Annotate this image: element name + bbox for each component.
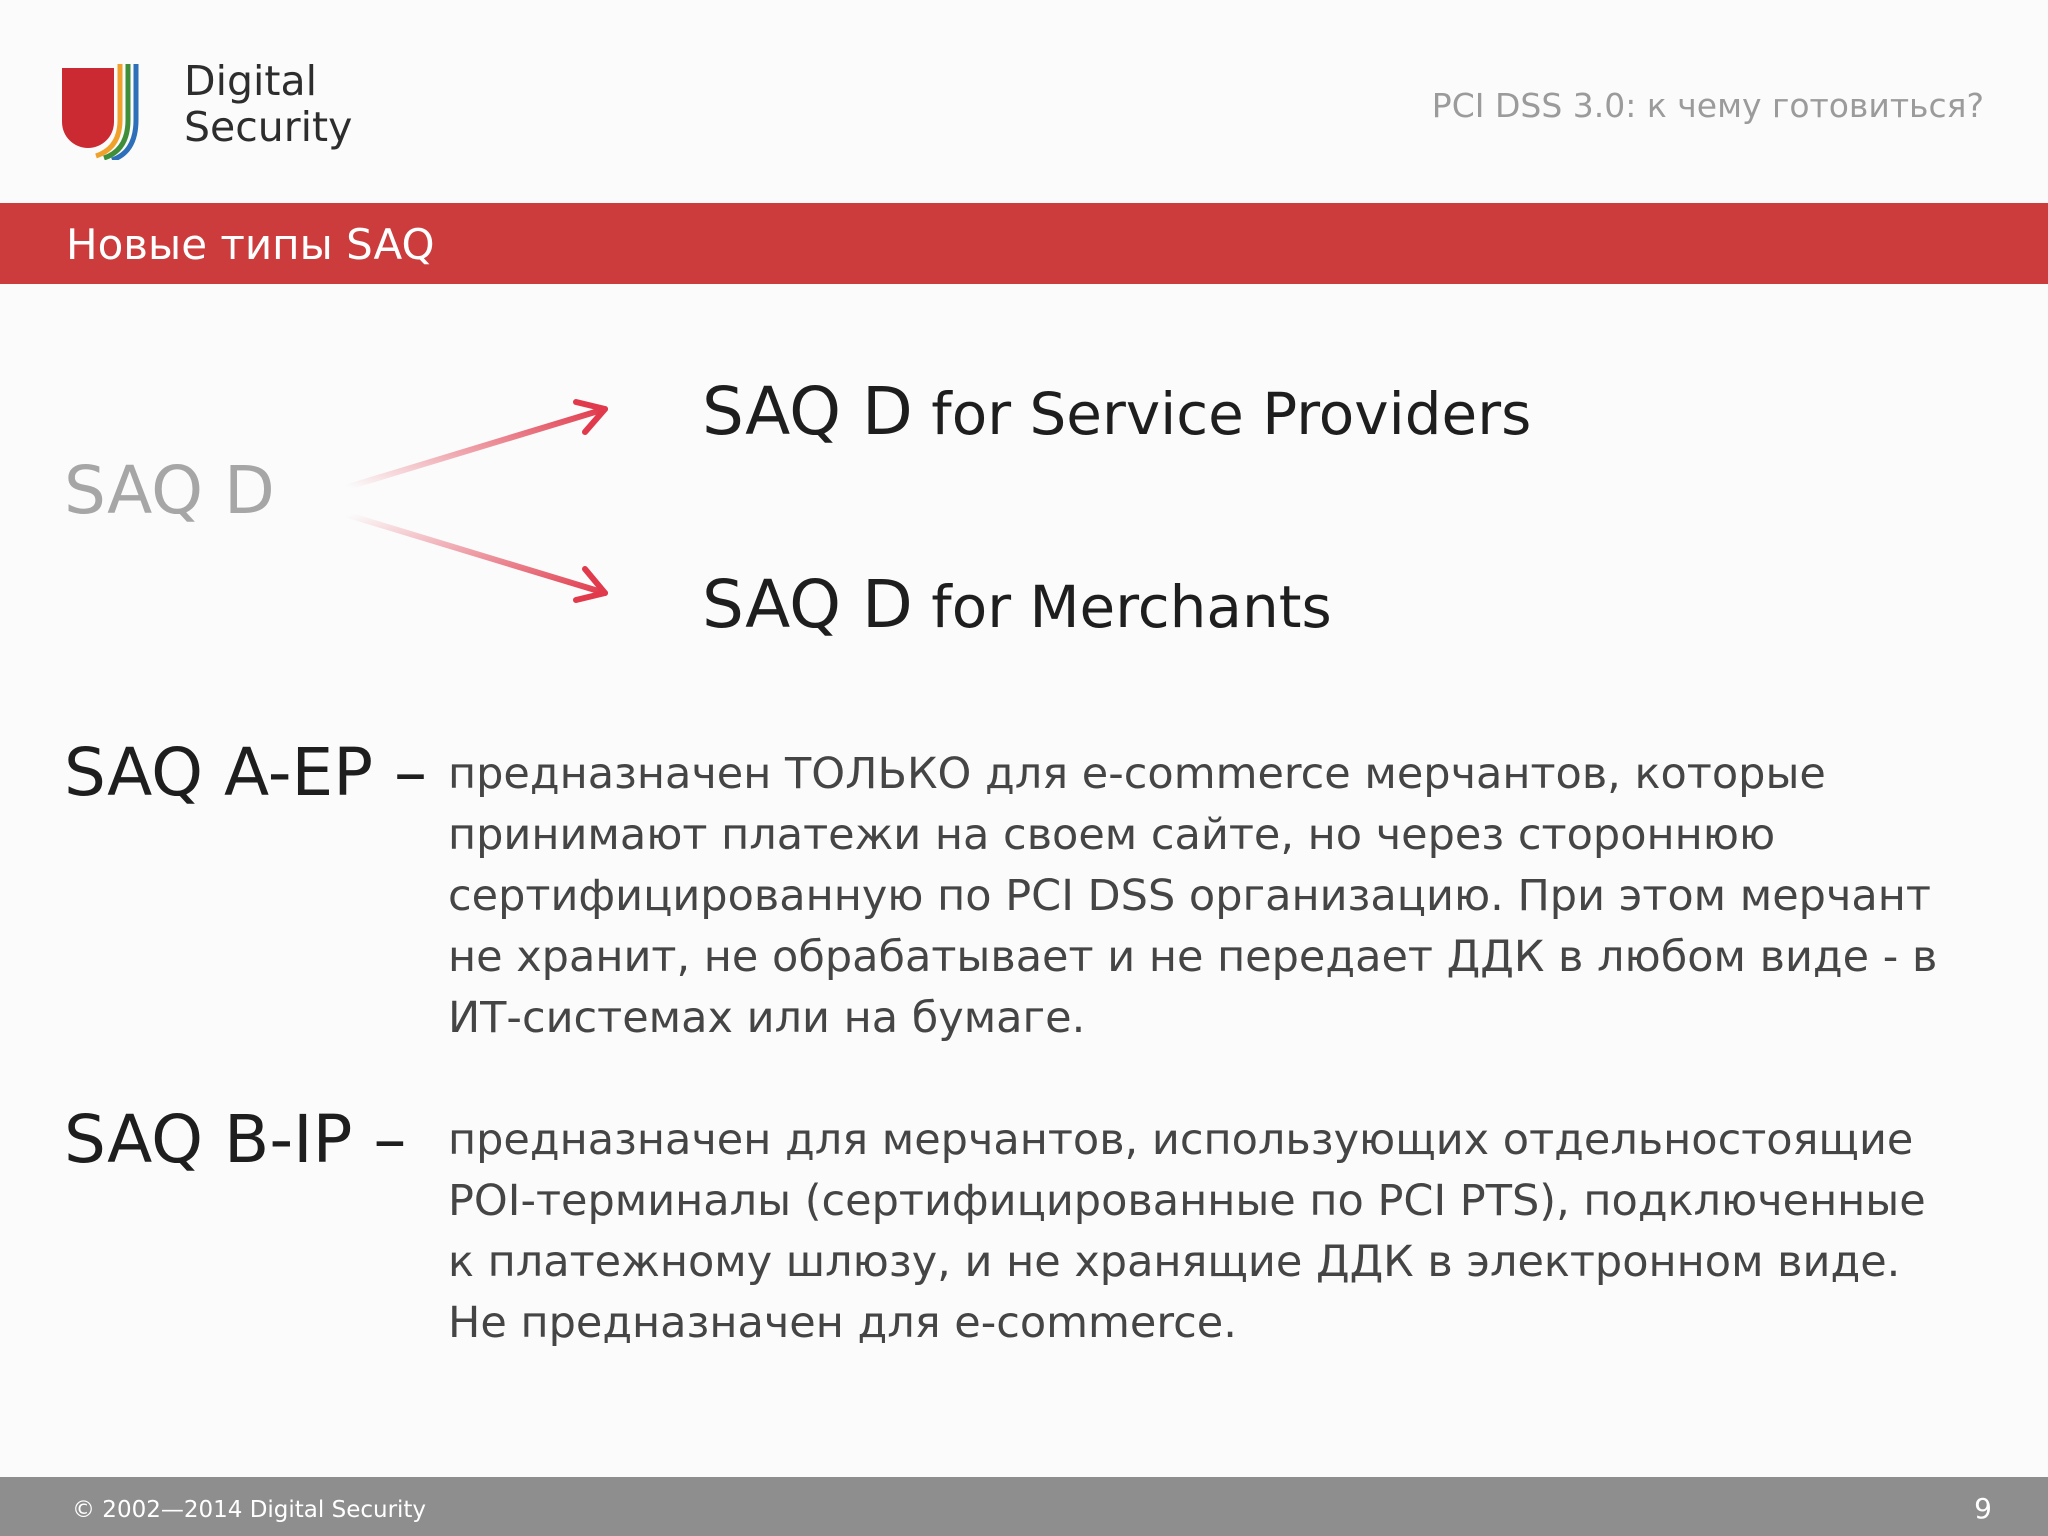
footer-copyright: © 2002—2014 Digital Security [72,1497,427,1523]
saq-a-ep-description: предназначен ТОЛЬКО для e-commerce мерчантов, которые принимают платежи на своем сайте, но через стороннюю сертифицированную по PCI DSS организацию. При этом мерчант не хранит, не обрабатывает и не передает ДДК в любом виде - в ИТ-системах или на бумаге. [448,749,1938,1043]
split-arrows [340,385,620,610]
logo-line-2: Security [184,103,353,151]
saq-d-merchants [702,565,1332,662]
saq-d-service-providers [702,372,1531,469]
logo-wordmark [184,58,352,150]
saq-variant: for Merchants [912,573,1332,641]
logo-line-1: Digital [184,57,317,105]
arrow-down-right-icon [348,515,605,600]
slide-title: Новые типы SAQ [66,220,435,269]
saq-code: SAQ D [702,566,913,643]
saq-b-ip-term: SAQ B-IP – [64,1101,407,1178]
saq-a-ep-term: SAQ A-EP – [64,734,428,811]
page-number: 9 [1974,1492,1992,1525]
logo-mark-icon [62,64,136,160]
saq-d-source: SAQ D [64,452,275,529]
saq-variant: for Service Providers [912,380,1532,448]
arrow-up-right-icon [348,402,605,487]
saq-b-ip-description: предназначен для мерчантов, использующих отдельностоящие POI-терминалы (сертифицированные по PCI PTS), подключенные к платежному шлюзу, и не хранящие ДДК в электронном виде. Не предназначен для e-commerce. [448,1115,1926,1348]
saq-code: SAQ D [702,373,913,450]
presentation-title: PCI DSS 3.0: к чему готовиться? [1431,86,1984,125]
